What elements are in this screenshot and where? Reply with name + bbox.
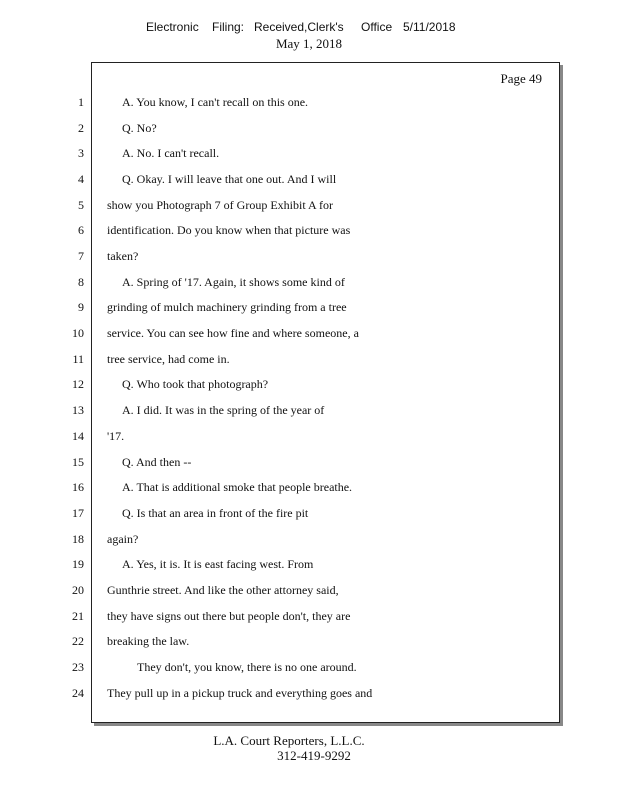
line-text: tree service, had come in. <box>107 352 230 366</box>
line-text: A. Spring of '17. Again, it shows some kind of <box>122 275 345 289</box>
line-number: 9 <box>78 300 84 314</box>
line-number: 22 <box>72 634 84 648</box>
line-number: 18 <box>72 532 84 546</box>
stamp-electronic: Electronic <box>146 20 199 34</box>
line-number: 17 <box>72 506 84 520</box>
footer-phone: 312-419-9292 <box>277 748 351 763</box>
page-number: Page 49 <box>500 71 542 86</box>
line-text: A. No. I can't recall. <box>122 146 220 160</box>
line-text: they have signs out there but people don't, they are <box>107 609 351 623</box>
line-number: 24 <box>72 686 84 700</box>
line-text: Q. Okay. I will leave that one out. And I will <box>122 172 337 186</box>
line-text: identification. Do you know when that picture was <box>107 223 351 237</box>
line-text: Gunthrie street. And like the other attorney said, <box>107 583 339 597</box>
line-number: 11 <box>72 352 84 366</box>
line-text: Q. And then -- <box>122 455 192 469</box>
line-number: 12 <box>72 377 84 391</box>
filing-stamp <box>0 20 618 36</box>
line-text: taken? <box>107 249 139 263</box>
line-text: breaking the law. <box>107 634 190 648</box>
line-number: 13 <box>72 403 84 417</box>
line-number: 4 <box>78 172 84 186</box>
stamp-received: Received,Clerk's <box>254 20 344 34</box>
line-text: A. I did. It was in the spring of the year of <box>122 403 325 417</box>
line-number: 21 <box>72 609 84 623</box>
line-number: 14 <box>72 429 84 443</box>
line-number: 6 <box>78 223 84 237</box>
line-text: They pull up in a pickup truck and everything goes and <box>107 686 373 700</box>
line-number: 2 <box>78 121 84 135</box>
line-text: A. You know, I can't recall on this one. <box>122 95 309 109</box>
line-number: 8 <box>78 275 84 289</box>
line-number: 3 <box>78 146 84 160</box>
line-text: A. Yes, it is. It is east facing west. From <box>122 557 314 571</box>
line-text: Q. Is that an area in front of the fire pit <box>122 506 309 520</box>
line-text: Q. No? <box>122 121 157 135</box>
stamp-date: 5/11/2018 <box>403 20 456 34</box>
stamp-filing: Filing: <box>212 20 245 34</box>
stamp-office: Office <box>361 20 393 34</box>
line-number: 1 <box>78 95 84 109</box>
line-number: 5 <box>78 198 84 212</box>
line-text: Q. Who took that photograph? <box>122 377 269 391</box>
transcript-date: May 1, 2018 <box>275 36 343 51</box>
line-text: again? <box>107 532 139 546</box>
line-text: service. You can see how fine and where someone, a <box>107 326 359 340</box>
line-number: 7 <box>78 249 84 263</box>
line-number: 15 <box>72 455 84 469</box>
line-text: They don't, you know, there is no one around. <box>137 660 357 674</box>
line-text: show you Photograph 7 of Group Exhibit A for <box>107 198 333 212</box>
line-number: 20 <box>72 583 84 597</box>
footer-company: L.A. Court Reporters, L.L.C. <box>213 733 365 748</box>
line-text: grinding of mulch machinery grinding from a tree <box>107 300 347 314</box>
line-text: A. That is additional smoke that people breathe. <box>122 480 353 494</box>
line-number: 10 <box>72 326 84 340</box>
line-number: 23 <box>72 660 84 674</box>
line-number: 16 <box>72 480 84 494</box>
line-text: '17. <box>107 429 125 443</box>
line-number: 19 <box>72 557 84 571</box>
